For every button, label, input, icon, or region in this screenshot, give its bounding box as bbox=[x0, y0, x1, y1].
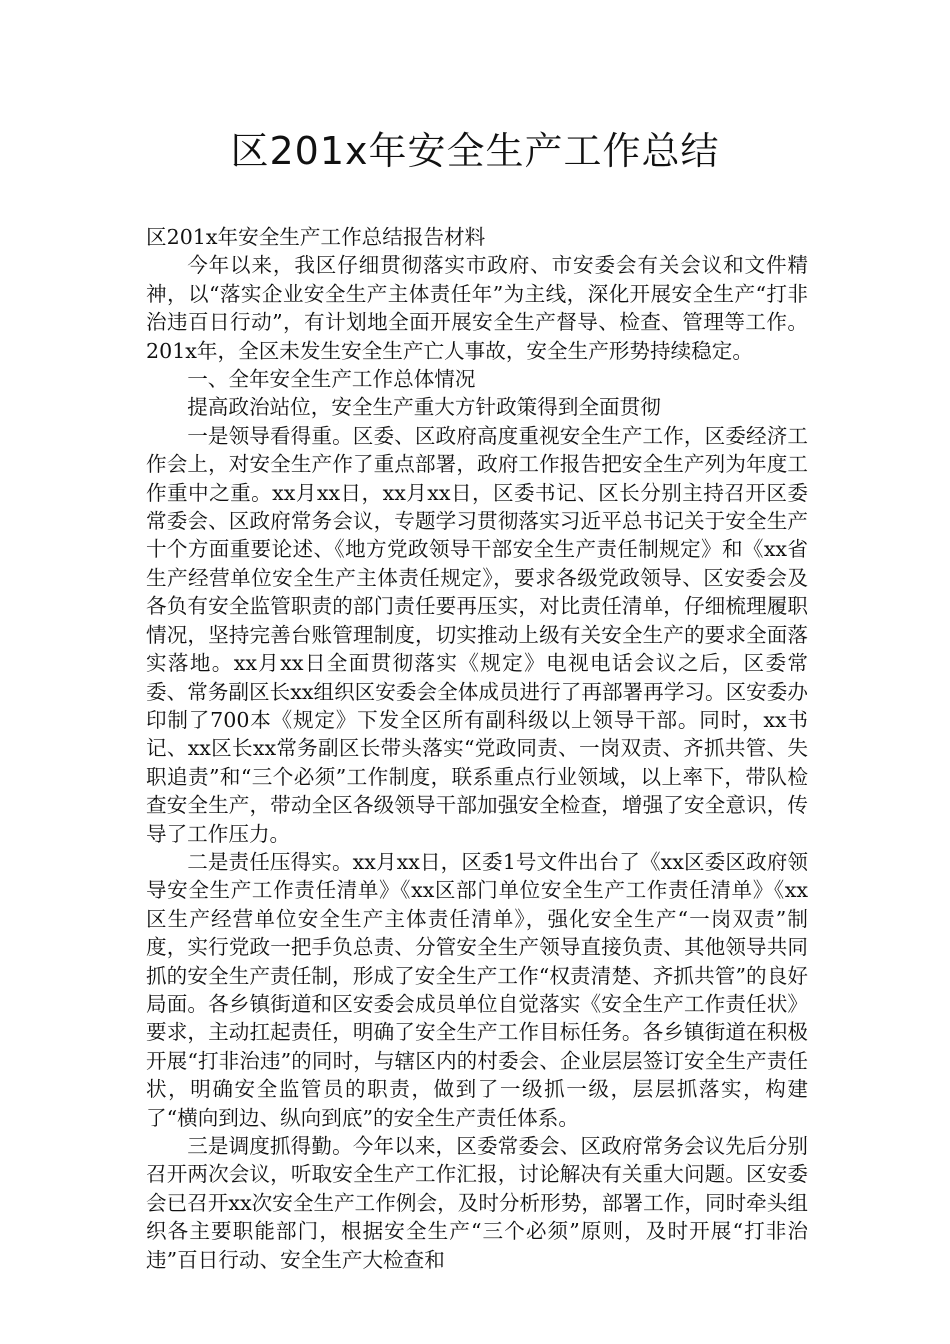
report-subtitle: 区201x年安全生产工作总结报告材料 bbox=[146, 225, 486, 249]
paragraph-responsibility: 二是责任压得实。xx月xx日，区委1号文件出台了《xx区委区政府领导安全生产工作责任清单》《xx区部门单位安全生产工作责任清单》《xx区生产经营单位安全生产主体责任清单》，强化安全生产“一岗双责”制度，实行党政一把手负总责、分管安全生产领导直接负责、其他领导共同抓的安全生产责任制，形成了安全生产工作“权责清楚、齐抓共管”的良好局面。各乡镇街道和区安委会成员单位自觉落实《安全生产工作责任状》要求，主动扛起责任，明确了安全生产工作目标任务。各乡镇街道在积极开展“打非治违”的同时，与辖区内的村委会、企业层层签订安全生产责任状，明确安全监管员的职责，做到了一级抓一级，层层抓落实，构建了“横向到边、纵向到底”的安全生产责任体系。 bbox=[146, 849, 808, 1130]
paragraph-scheduling: 三是调度抓得勤。今年以来，区委常委会、区政府常务会议先后分别召开两次会议，听取安全生产工作汇报，讨论解决有关重大问题。区安委会已召开xx次安全生产工作例会，及时分析形势，部署工作，同时牵头组织各主要职能部门，根据安全生产“三个必须”原则，及时开展“打非治违”百日行动、安全生产大检查和 bbox=[146, 1134, 808, 1272]
paragraph-leadership: 一是领导看得重。区委、区政府高度重视安全生产工作，区委经济工作会上，对安全生产作了重点部署，政府工作报告把安全生产列为年度工作重中之重。xx月xx日，xx月xx日，区委书记、区长分别主持召开区委常委会、区政府常务会议，专题学习贯彻落实习近平总书记关于安全生产十个方面重要论述、《地方党政领导干部安全生产责任制规定》和《xx省生产经营单位安全生产主体责任规定》，要求各级党政领导、区安委会及各负有安全监管职责的部门责任要再压实，对比责任清单，仔细梳理履职情况，坚持完善台账管理制度，切实推动上级有关安全生产的要求全面落实落地。xx月xx日全面贯彻落实《规定》电视电话会议之后，区委常委、常务副区长xx组织区安委会全体成员进行了再部署再学习。区安委办印制了700本《规定》下发全区所有副科级以上领导干部。同时，xx书记、xx区长xx常务副区长带头落实“党政同责、一岗双责、齐抓共管、失职追责”和“三个必须”工作制度，联系重点行业领域，以上率下，带队检查安全生产，带动全区各级领导干部加强安全检查，增强了安全意识，传导了工作压力。 bbox=[146, 423, 808, 846]
subsection-heading: 提高政治站位，安全生产重大方针政策得到全面贯彻 bbox=[187, 395, 661, 420]
document-body bbox=[146, 223, 808, 1274]
section-heading: 一、全年安全生产工作总体情况 bbox=[187, 367, 476, 392]
intro-paragraph: 今年以来，我区仔细贯彻落实市政府、市安委会有关会议和文件精神，以“落实企业安全生产主体责任年”为主线，深化开展安全生产“打非治违百日行动”，有计划地全面开展安全生产督导、检查、管理等工作。201x年，全区未发生安全生产亡人事故，安全生产形势持续稳定。 bbox=[146, 253, 808, 363]
document-title: 区201x年安全生产工作总结 bbox=[230, 129, 720, 173]
